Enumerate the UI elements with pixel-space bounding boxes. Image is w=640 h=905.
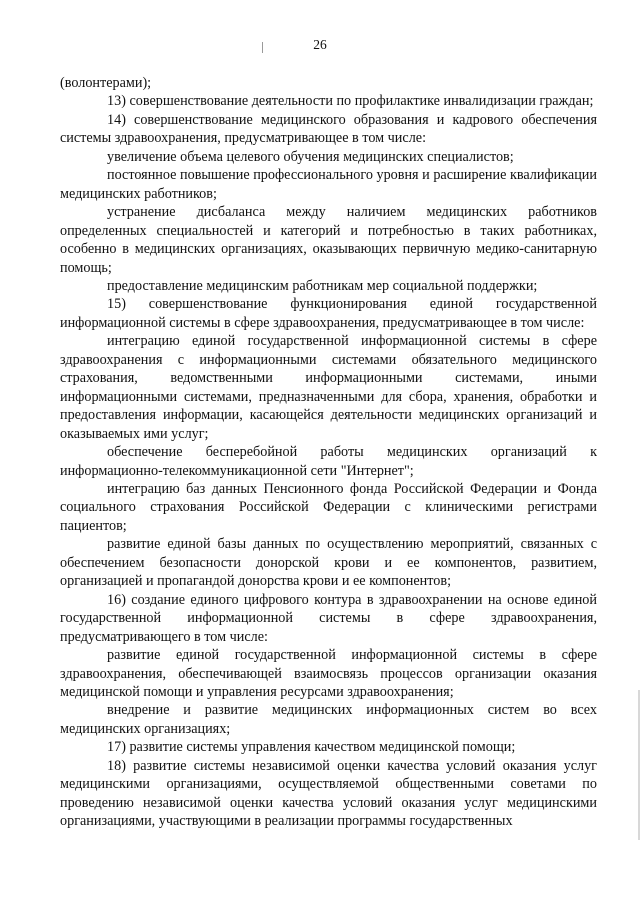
- paragraph-subitem: развитие единой базы данных по осуществлению мероприятий, связанных с обеспечением безопасности донорской крови и ее компонентов, развитием, организацией и пропагандой донорства крови и ее компонентов;: [60, 536, 597, 590]
- paragraph-subitem: внедрение и развитие медицинских информационных систем во всех медицинских организациях;: [60, 702, 597, 737]
- paragraph-item-14: 14) совершенствование медицинского образования и кадрового обеспечения системы здравоохранения, предусматривающее в том числе:: [60, 111, 597, 147]
- document-body: [60, 74, 597, 831]
- paragraph-continuation: (волонтерами);: [60, 75, 152, 91]
- paragraph-subitem: устранение дисбаланса между наличием медицинских работников определенных специальностей и категорий и потребностью в таких работниках, особенно в медицинских организациях, оказывающих первичную медико-санитарную помощь;: [60, 204, 597, 276]
- paragraph-item-15: 15) совершенствование функционирования единой государственной информационной системы в сфере здравоохранения, предусматривающее в том числе:: [60, 296, 597, 331]
- scan-tick-mark: [262, 42, 263, 53]
- page-number: 26: [313, 37, 327, 52]
- paragraph-subitem: развитие единой государственной информационной системы в сфере здравоохранения, обеспечивающей взаимосвязь процессов организации оказания медицинской помощи и управления ресурсами здравоохранения;: [60, 647, 597, 700]
- paragraph-subitem: обеспечение бесперебойной работы медицинских организаций к информационно-телекоммуникационной сети "Интернет";: [60, 444, 597, 479]
- paragraph-subitem: интеграцию единой государственной информационной системы в сфере здравоохранения с информационными системами обязательного медицинского страхования, ведомственными информационными системами, иными информационными системами, предназначенными для сбора, хранения, обработки и предоставления информации, касающейся деятельности медицинских организаций и оказываемых ими услуг;: [60, 333, 597, 442]
- paragraph-subitem: предоставление медицинским работникам мер социальной поддержки;: [107, 277, 538, 294]
- paragraph-item-13: 13) совершенствование деятельности по профилактике инвалидизации граждан;: [107, 93, 594, 110]
- paragraph-subitem: интеграцию баз данных Пенсионного фонда Российской Федерации и Фонда социального страхования Российской Федерации с клиническими регистрами пациентов;: [60, 480, 597, 534]
- paragraph-subitem: увеличение объема целевого обучения медицинских специалистов;: [107, 148, 514, 165]
- paragraph-item-18: 18) развитие системы независимой оценки качества условий оказания услуг медицинскими организациями, осуществляемой общественными советами по проведению независимой оценки качества условий оказания услуг медицинскими организациями, участвующими в реализации программы государственных: [60, 757, 597, 830]
- paragraph-item-16: 16) создание единого цифрового контура в здравоохранении на основе единой государственной информационной системы в сфере здравоохранения, предусматривающего в том числе:: [60, 591, 597, 645]
- paragraph-subitem: постоянное повышение профессионального уровня и расширение квалификации медицинских работников;: [60, 167, 597, 202]
- paragraph-item-17: 17) развитие системы управления качеством медицинской помощи;: [107, 739, 516, 756]
